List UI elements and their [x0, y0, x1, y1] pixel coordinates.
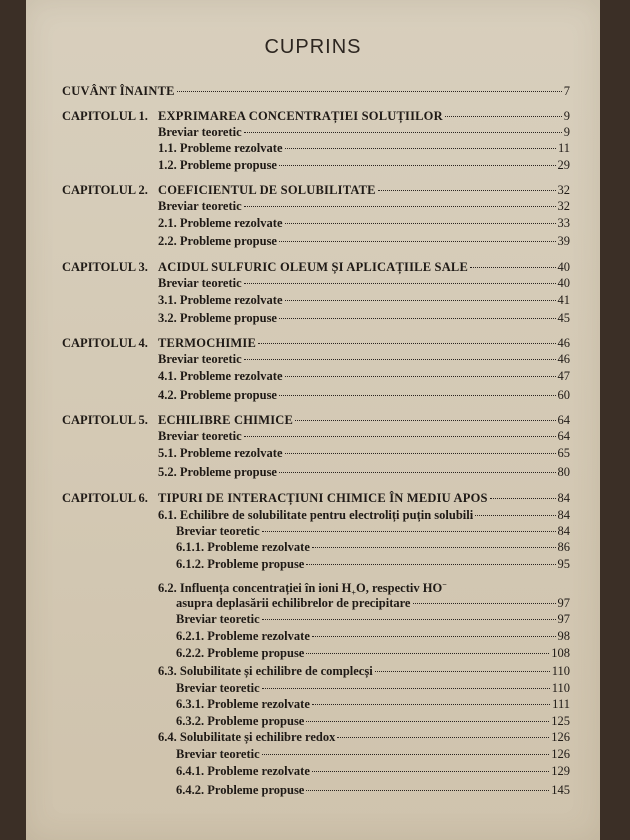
page-number: 9	[563, 109, 570, 123]
dot-leader	[244, 436, 556, 437]
page-number: 84	[557, 491, 570, 505]
book-page	[26, 0, 600, 840]
chapter-number: CAPITOLUL 6.	[62, 491, 148, 505]
dot-leader	[285, 148, 556, 149]
entry-label: Breviar teoretic	[176, 681, 260, 695]
dot-leader	[445, 116, 562, 117]
page-number: 126	[551, 747, 570, 761]
chapter-title: EXPRIMAREA CONCENTRAȚIEI SOLUȚIILOR	[158, 109, 443, 123]
section-title: asupra deplasării echilibrelor de precipitare	[176, 596, 411, 610]
dot-leader	[306, 721, 549, 722]
page-number: 80	[557, 465, 570, 479]
toc-item	[176, 747, 570, 762]
toc-chapter-4	[62, 336, 570, 351]
dot-leader	[378, 190, 556, 191]
page-number: 46	[557, 352, 570, 366]
toc-item	[158, 199, 570, 214]
toc-chapter-5	[62, 413, 570, 428]
toc-item	[176, 629, 570, 644]
entry-label: Breviar teoretic	[158, 125, 242, 139]
entry-label: 3.2. Probleme propuse	[158, 311, 277, 325]
dot-leader	[306, 564, 555, 565]
page-number: 32	[557, 199, 570, 213]
page-number: 33	[557, 216, 570, 230]
toc-item	[158, 388, 570, 403]
page-number: 84	[557, 508, 570, 522]
toc-item	[176, 612, 570, 627]
dot-leader	[262, 531, 556, 532]
entry-label: 6.2.2. Probleme propuse	[176, 646, 305, 660]
entry-label: 5.1. Probleme rezolvate	[158, 446, 283, 460]
page-number: 9	[563, 125, 570, 139]
chapter-number: CAPITOLUL 4.	[62, 336, 148, 350]
toc-item	[158, 429, 570, 444]
dot-leader	[279, 318, 556, 319]
toc-item	[176, 714, 570, 729]
page-number: 110	[551, 664, 570, 678]
toc-item	[158, 158, 570, 173]
entry-label: Breviar teoretic	[158, 429, 242, 443]
page-number: 64	[557, 429, 570, 443]
page-number: 11	[557, 141, 570, 155]
toc-item	[158, 446, 570, 461]
toc-entry-intro	[62, 84, 570, 99]
dot-leader	[279, 472, 556, 473]
page-number: 98	[557, 629, 570, 643]
toc-section-6-3	[158, 664, 570, 679]
chapter-number: CAPITOLUL 3.	[62, 260, 148, 274]
page-number: 39	[557, 234, 570, 248]
entry-label: 6.1.2. Probleme propuse	[176, 557, 305, 571]
page-number: 47	[557, 369, 570, 383]
entry-label: 4.2. Probleme propuse	[158, 388, 277, 402]
entry-label: 6.3.2. Probleme propuse	[176, 714, 305, 728]
entry-label: 6.3.1. Probleme rezolvate	[176, 697, 310, 711]
page-number: 32	[557, 183, 570, 197]
dot-leader	[295, 420, 555, 421]
toc-item	[158, 125, 570, 140]
dot-leader	[375, 671, 550, 672]
dot-leader	[258, 343, 555, 344]
toc-section-6-2-cont	[176, 596, 570, 611]
page-number: 29	[557, 158, 570, 172]
entry-label: 4.1. Probleme rezolvate	[158, 369, 283, 383]
entry-label: Breviar teoretic	[158, 199, 242, 213]
entry-label: 1.1. Probleme rezolvate	[158, 141, 283, 155]
entry-label: Breviar teoretic	[158, 352, 242, 366]
toc-item	[158, 311, 570, 326]
page-number: 108	[551, 646, 570, 660]
toc-item	[158, 465, 570, 480]
page-number: 97	[557, 612, 570, 626]
entry-label: 3.1. Probleme rezolvate	[158, 293, 283, 307]
page-number: 86	[557, 540, 570, 554]
toc-item	[176, 524, 570, 539]
toc-chapter-3	[62, 260, 570, 275]
toc-item	[176, 540, 570, 555]
section-title-part: 6.2. Influența concentrației în ioni H	[158, 581, 352, 596]
entry-label: Breviar teoretic	[176, 747, 260, 761]
page-number: 126	[551, 730, 570, 744]
toc-item	[158, 369, 570, 384]
entry-label: 5.2. Probleme propuse	[158, 465, 277, 479]
toc-section-6-4	[158, 730, 570, 745]
dot-leader	[285, 223, 556, 224]
chapter-number: CAPITOLUL 5.	[62, 413, 148, 427]
dot-leader	[312, 771, 549, 772]
dot-leader	[413, 603, 556, 604]
toc-item	[176, 557, 570, 572]
page-number: 97	[557, 596, 570, 610]
dot-leader	[312, 547, 556, 548]
page-number: 110	[551, 681, 570, 695]
page-number: 45	[557, 311, 570, 325]
page-number: 7	[563, 84, 570, 98]
page-number: 84	[557, 524, 570, 538]
dot-leader	[262, 754, 550, 755]
chapter-number: CAPITOLUL 2.	[62, 183, 148, 197]
entry-label: 2.2. Probleme propuse	[158, 234, 277, 248]
toc-section-6-1	[158, 508, 570, 523]
page-number: 46	[557, 336, 570, 350]
superscript: −	[442, 580, 447, 589]
dot-leader	[262, 688, 550, 689]
dot-leader	[177, 91, 562, 92]
toc-item	[158, 293, 570, 308]
section-title: 6.4. Solubilitate și echilibre redox	[158, 730, 336, 744]
entry-label: 2.1. Probleme rezolvate	[158, 216, 283, 230]
page-title: CUPRINS	[264, 36, 362, 58]
dot-leader	[262, 619, 556, 620]
chapter-title: ACIDUL SULFURIC OLEUM ȘI APLICAȚIILE SALE	[158, 260, 469, 274]
page-number: 125	[551, 714, 570, 728]
entry-label: 6.2.1. Probleme rezolvate	[176, 629, 310, 643]
toc-chapter-2	[62, 183, 570, 198]
page-number: 40	[557, 276, 570, 290]
toc-item	[158, 276, 570, 291]
dot-leader	[244, 283, 556, 284]
page-number: 129	[551, 764, 570, 778]
page-number: 95	[557, 557, 570, 571]
toc-item	[158, 234, 570, 249]
page-number: 111	[552, 697, 570, 711]
chapter-title: ECHILIBRE CHIMICE	[158, 413, 294, 427]
toc-section-6-2	[158, 580, 570, 598]
dot-leader	[337, 737, 549, 738]
dot-leader	[285, 300, 556, 301]
dot-leader	[285, 376, 556, 377]
entry-label: CUVÂNT ÎNAINTE	[62, 84, 175, 98]
page-number: 65	[557, 446, 570, 460]
section-title	[158, 580, 447, 598]
dot-leader	[306, 790, 549, 791]
dot-leader	[475, 515, 555, 516]
entry-label: 1.2. Probleme propuse	[158, 158, 277, 172]
page-number: 60	[557, 388, 570, 402]
dot-leader	[279, 241, 556, 242]
chapter-title: TERMOCHIMIE	[158, 336, 257, 350]
dot-leader	[279, 165, 556, 166]
chapter-number: CAPITOLUL 1.	[62, 109, 148, 123]
toc-item	[176, 681, 570, 696]
dot-leader	[285, 453, 556, 454]
entry-label: 6.4.1. Probleme rezolvate	[176, 764, 310, 778]
toc-item	[176, 646, 570, 661]
page-number: 145	[551, 783, 570, 797]
chapter-title: TIPURI DE INTERACȚIUNI CHIMICE ÎN MEDIU APOS	[158, 491, 488, 505]
entry-label: 6.1.1. Probleme rezolvate	[176, 540, 310, 554]
section-title: 6.3. Solubilitate și echilibre de complecși	[158, 664, 373, 678]
entry-label: 6.4.2. Probleme propuse	[176, 783, 305, 797]
page-number: 41	[557, 293, 570, 307]
toc-item	[158, 216, 570, 231]
section-title: 6.1. Echilibre de solubilitate pentru electroliți puțin solubili	[158, 508, 474, 522]
page-number: 64	[557, 413, 570, 427]
section-title-part: O, respectiv HO	[355, 581, 443, 596]
dot-leader	[312, 704, 550, 705]
toc-item	[158, 141, 570, 156]
entry-label: Breviar teoretic	[158, 276, 242, 290]
superscript: +	[351, 588, 356, 598]
toc-item	[176, 697, 570, 712]
dot-leader	[244, 206, 556, 207]
dot-leader	[279, 395, 556, 396]
page-number: 40	[557, 260, 570, 274]
dot-leader	[244, 132, 562, 133]
dot-leader	[306, 653, 549, 654]
toc-chapter-1	[62, 109, 570, 124]
toc-item	[176, 783, 570, 798]
dot-leader	[490, 498, 556, 499]
chapter-title: COEFICIENTUL DE SOLUBILITATE	[158, 183, 376, 197]
toc-chapter-6	[62, 491, 570, 506]
entry-label: Breviar teoretic	[176, 612, 260, 626]
toc-item	[158, 352, 570, 367]
dot-leader	[312, 636, 556, 637]
dot-leader	[470, 267, 555, 268]
dot-leader	[244, 359, 556, 360]
entry-label: Breviar teoretic	[176, 524, 260, 538]
toc-item	[176, 764, 570, 779]
